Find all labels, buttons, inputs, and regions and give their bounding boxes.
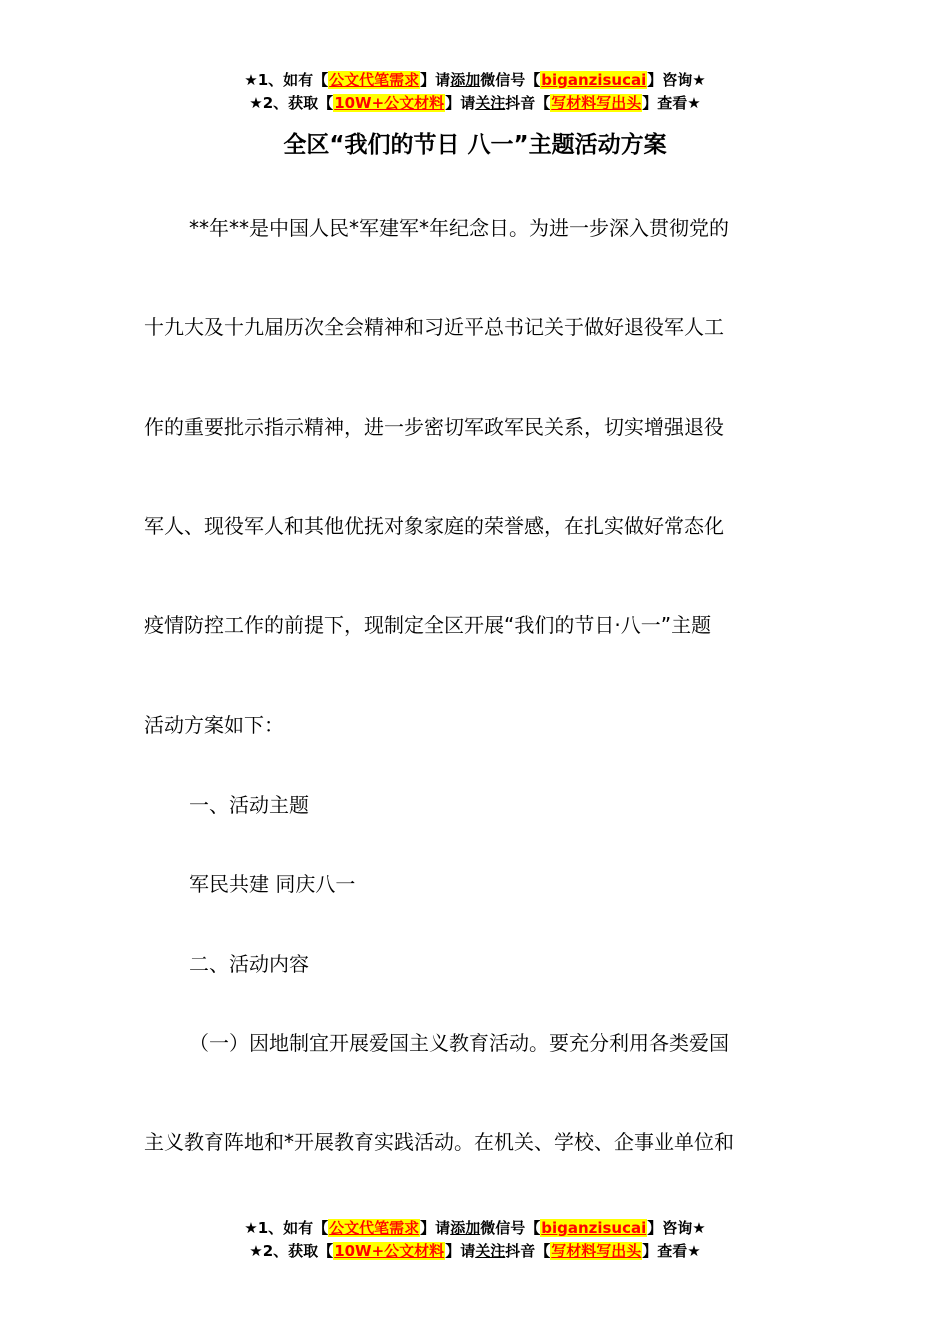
theme-text: 军民共建 同庆八一	[189, 872, 356, 896]
highlight-service: 公文代笔需求	[329, 1219, 420, 1237]
banner-text: ★2、获取【	[249, 94, 334, 112]
highlight-materials: 10W+公文材料	[334, 94, 445, 112]
banner-text: 】查看★	[642, 94, 701, 112]
banner-text: 】请	[445, 1242, 476, 1260]
banner-line-1	[0, 1217, 950, 1240]
top-banner	[0, 69, 950, 115]
banner-text: ★2、获取【	[249, 1242, 334, 1260]
banner-text: 抖音【	[505, 1242, 551, 1260]
banner-text: 微信号【	[480, 1219, 541, 1237]
banner-text: 】查看★	[642, 1242, 701, 1260]
body-line: 作的重要批示指示精神，进一步密切军政军民关系，切实增强退役	[144, 415, 724, 439]
bottom-banner	[0, 1217, 950, 1263]
banner-line-2	[0, 92, 950, 115]
body-line: （一）因地制宜开展爱国主义教育活动。要充分利用各类爱国	[189, 1031, 729, 1055]
body-line: 疫情防控工作的前提下，现制定全区开展“我们的节日·八一”主题	[144, 613, 712, 637]
section-heading-content: 二、活动内容	[189, 952, 309, 976]
document-title: 全区“我们的节日 八一”主题活动方案	[283, 132, 667, 158]
body-line: 主义教育阵地和*开展教育实践活动。在机关、学校、企事业单位和	[144, 1130, 734, 1154]
body-line: 十九大及十九届历次全会精神和习近平总书记关于做好退役军人工	[144, 315, 724, 339]
banner-text: 】请	[420, 1219, 451, 1237]
banner-underlined: 添加	[450, 71, 481, 89]
banner-text: 】请	[420, 71, 451, 89]
banner-text: 微信号【	[480, 71, 541, 89]
highlight-materials: 10W+公文材料	[334, 1242, 445, 1260]
body-line: 军人、现役军人和其他优抚对象家庭的荣誉感，在扎实做好常态化	[144, 514, 724, 538]
highlight-service: 公文代笔需求	[329, 71, 420, 89]
banner-text: ★1、如有【	[244, 1219, 329, 1237]
banner-underlined: 关注	[475, 1242, 506, 1260]
highlight-wechat-id: biganzisucai	[541, 71, 647, 89]
banner-line-1	[0, 69, 950, 92]
banner-text: 】咨询★	[647, 71, 706, 89]
highlight-wechat-id: biganzisucai	[541, 1219, 647, 1237]
highlight-douyin: 写材料写出头	[551, 1242, 642, 1260]
banner-text: 】咨询★	[647, 1219, 706, 1237]
banner-text: 抖音【	[505, 94, 551, 112]
banner-underlined: 关注	[475, 94, 506, 112]
banner-underlined: 添加	[450, 1219, 481, 1237]
section-heading-theme: 一、活动主题	[189, 793, 309, 817]
body-line: 活动方案如下：	[144, 713, 284, 737]
body-line: **年**是中国人民*军建军*年纪念日。为进一步深入贯彻党的	[189, 216, 729, 240]
banner-text: ★1、如有【	[244, 71, 329, 89]
banner-line-2	[0, 1240, 950, 1263]
banner-text: 】请	[445, 94, 476, 112]
highlight-douyin: 写材料写出头	[551, 94, 642, 112]
